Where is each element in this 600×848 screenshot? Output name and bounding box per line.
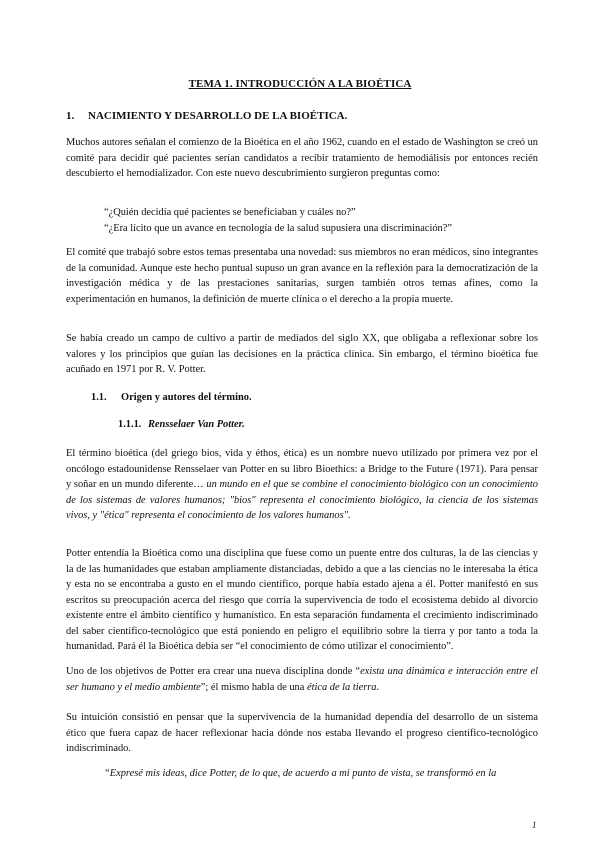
objectives-text-2: ”; él mismo habla de una (200, 681, 307, 693)
paragraph-term-definition (66, 446, 538, 524)
subsection-number: 1.1. (91, 392, 107, 403)
page-number: 1 (532, 820, 537, 830)
term-definition-text: El término bioética (del griego bios, vida y éthos, ética) es un nombre nuevo utilizado por primera vez por el oncólogo estadounidense Rensselaer van Potter en su libro Bioethics: a Bridge to the Future (1971). Para pensar y soñar en un mundo diferente… (66, 448, 538, 490)
page-title: TEMA 1. INTRODUCCIÓN A LA BIOÉTICA (188, 78, 412, 90)
paragraph-intuition: Su intuición consistió en pensar que la supervivencia de la humanidad dependía del desarrollo de un sistema ético que fuera capaz de hacer reflexionar hacia dónde nos estaba llevando el progreso científico-tecnológico indiscriminado. (66, 712, 538, 754)
section-label: NACIMIENTO Y DESARROLLO DE LA BIOÉTICA. (88, 110, 348, 122)
term-definition-quote: un mundo en el que se combine el conocimiento biológico con un conocimiento de los sistemas de valores humanos; "bios" representa el conocimiento biológico, la ciencia de los sistemas vivos, y "ética" representa el conocimiento de los valores humanos". (66, 479, 538, 521)
objectives-land-ethics: ética de la tierra (306, 681, 377, 693)
subsubsection-heading (118, 419, 245, 430)
paragraph-objectives (66, 664, 538, 695)
section-heading (66, 110, 347, 122)
paragraph-intro: Muchos autores señalan el comienzo de la Bioética en el año 1962, cuando en el estado de Washington se creó un comité para decidir qué pacientes serían candidatos a recibir tratamiento de hemodiálisis por entonces recién descubierto el hemodializador. Con este nuevo descubrimiento surgieron preguntas como: (66, 137, 538, 179)
subsection-label: Origen y autores del término. (121, 392, 252, 403)
objectives-text-1: Uno de los objetivos de Potter era crear una nueva disciplina donde “ (66, 666, 361, 677)
quote-potter: “Expresé mis ideas, dice Potter, de lo que, de acuerdo a mi punto de vista, se transformó en la (104, 768, 497, 779)
objectives-quote: exista una dinámica e interacción entre el ser humano y el medio ambiente (66, 666, 538, 693)
subsection-heading (91, 392, 252, 403)
section-number: 1. (66, 110, 75, 122)
paragraph-origin: Se había creado un campo de cultivo a partir de mediados del siglo XX, que obligaba a reflexionar sobre los valores y los principios que guían las decisiones en la práctica clínica. Sin embargo, el término bioética fue acuñado en 1971 por R. V. Potter. (66, 333, 538, 375)
paragraph-committee: El comité que trabajó sobre estos temas presentaba una novedad: sus miembros no eran médicos, sino integrantes de la comunidad. Aunque este hecho puntual supuso un gran avance en la reflexión para la democratización de la investigación médica y de las prestaciones sanitarias, surgen también otros temas afines, como la experimentación en humanos, la definición de muerte clínica o el derecho a la propia muerte. (66, 247, 538, 305)
quote-question-1: “¿Quién decidía qué pacientes se beneficiaban y cuáles no?” (104, 207, 356, 218)
subsubsection-number: 1.1.1. (118, 419, 142, 430)
subsubsection-label: Rensselaer Van Potter. (148, 419, 245, 430)
objectives-text-3: . (376, 681, 380, 693)
bridge-quote: “el conocimiento de cómo utilizar el conocimiento”. (235, 641, 454, 652)
quote-question-2: “¿Era lícito que un avance en tecnología de la salud supusiera una discriminación?” (104, 223, 452, 234)
bridge-text: Potter entendía la Bioética como una disciplina que fuese como un puente entre dos culturas, la de las ciencias y la de las humanidades que estaban ampliamente distanciadas, debido a que a las ciencias no le interesaba la ética y esta no se encontraba a gusto en el mundo científico, porque había estado ajena a él. Potter manifestó en sus escritos su preocupación acerca del riesgo que corría la supervivencia de todo el ecosistema debido al divorcio existente entre el ámbito científico y humanístico. En esta separación fundamenta el crecimiento indiscriminado del saber científico-tecnológico que está poniendo en peligro el equilibrio sobre la tierra y por tanto a toda la humanidad. Pará él la Bioética debía ser (66, 548, 538, 652)
paragraph-bridge (66, 546, 538, 655)
